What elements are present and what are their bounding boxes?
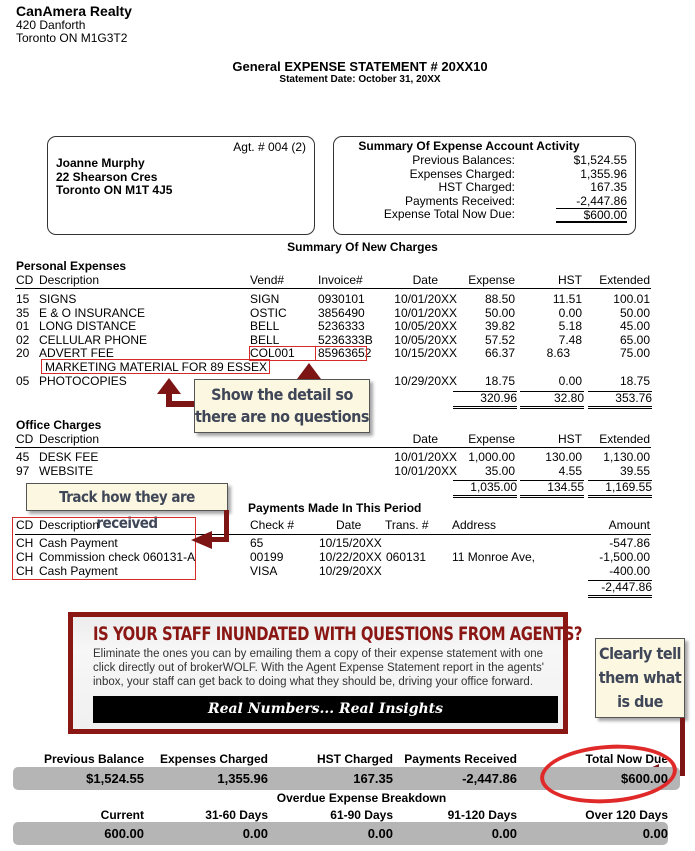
- summary-label: Expenses Charged:: [409, 166, 515, 181]
- arrow-shaft: [210, 537, 229, 542]
- header-rule: [15, 447, 651, 448]
- overdue-over-120: 0.00: [642, 826, 668, 841]
- office-total-extended: 1,169.55: [588, 480, 652, 498]
- agent-name: Joanne Murphy: [56, 156, 145, 170]
- payment-description-highlight: [12, 517, 196, 580]
- total-now-due-value: $600.00: [621, 771, 668, 786]
- table-row: 35 E & O INSURANCE OSTIC 3856490 10/01/20XX 50.00 0.00 50.00: [16, 305, 650, 320]
- payment-row: CH Cash Payment 65 10/15/20XX -547.86: [16, 536, 650, 550]
- office-total-expense: 1,035.00: [453, 480, 517, 498]
- previous-balance-value: $1,524.55: [86, 771, 144, 786]
- callout-track-payments: Track how they are received: [26, 483, 228, 511]
- promo-headline: IS YOUR STAFF INUNDATED WITH QUESTIONS FROM AGENTS?: [93, 623, 583, 645]
- col-invoice: Invoice#: [318, 273, 363, 287]
- overdue-title: Overdue Expense Breakdown: [276, 791, 447, 805]
- overdue-31-60: 0.00: [242, 826, 268, 841]
- promo-tagline: Real Numbers... Real Insights: [93, 696, 558, 723]
- statement-date: Statement Date: October 31, 20XX: [279, 74, 441, 85]
- callout-show-detail: Show the detail so there are no questions: [194, 379, 370, 433]
- company-address-line2: Toronto ON M1G3T2: [16, 31, 128, 45]
- arrow-left-icon: [191, 531, 212, 549]
- company-name: CanAmera Realty: [16, 3, 132, 19]
- arrow-shaft: [680, 718, 685, 776]
- expenses-charged-value: 1,355.96: [217, 771, 268, 786]
- summary-value: 1,355.96: [580, 166, 627, 181]
- col-vend: Vend#: [250, 273, 285, 287]
- payments-title: Payments Made In This Period: [248, 501, 422, 515]
- col-date: Date: [412, 273, 438, 287]
- company-address-line1: 420 Danforth: [16, 18, 86, 32]
- summary-label: Expense Total Now Due:: [383, 207, 515, 221]
- agent-address-box: [47, 136, 315, 235]
- agent-street: 22 Shearson Cres: [56, 169, 158, 184]
- agent-number: Agt. # 004 (2): [233, 140, 306, 154]
- col-extended: Extended: [599, 273, 650, 287]
- summary-label: Previous Balances:: [412, 153, 515, 167]
- payments-received-value: -2,447.86: [462, 771, 517, 786]
- col-description: Description: [39, 273, 100, 287]
- table-row: 97 WEBSITE 10/01/20XX 35.00 4.55 39.55: [16, 463, 650, 478]
- office-charges-title: Office Charges: [16, 418, 102, 432]
- summary-label: Payments Received:: [404, 193, 515, 208]
- hst-charged-value: 167.35: [353, 771, 393, 786]
- new-charges-title: Summary Of New Charges: [287, 240, 438, 254]
- personal-total-extended: 353.76: [588, 391, 652, 409]
- summary-total-due: $600.00: [556, 208, 627, 223]
- table-row: 02 CELLULAR PHONE BELL 5236333B 10/05/20XX 57.52 7.48 65.00: [16, 332, 650, 347]
- promo-body: Eliminate the ones you can by emailing them a copy of their expense statement with one click directly out of brokerWOLF. With the Agent Expense Statement report in the agents' inbox, your staff can get back to doing what they should be, driving your office forward.: [93, 648, 544, 688]
- expense-activity-summary: [333, 136, 636, 235]
- overdue-61-90: 0.00: [367, 826, 393, 841]
- office-total-hst: 134.55: [520, 480, 584, 498]
- line-detail-text: MARKETING MATERIAL FOR 89 ESSEX: [45, 359, 268, 374]
- detail-highlight: [41, 359, 270, 374]
- summary-label: HST Charged:: [438, 180, 515, 194]
- header-rule: [15, 288, 651, 289]
- arrow-up-icon: [297, 363, 321, 379]
- overdue-labels: Current 31-60 Days 61-90 Days 91-120 Days Over 120 Days: [100, 808, 668, 822]
- table-row: 15 SIGNS SIGN 0930101 10/01/20XX 88.50 11.51 100.01: [16, 292, 650, 306]
- table-row: 05 PHOTOCOPIES 10/29/20XX 18.75 0.00 18.75: [16, 374, 650, 388]
- personal-total-hst: 32.80: [520, 391, 584, 409]
- table-row: 45 DESK FEE 10/01/20XX 1,000.00 130.00 1,130.00: [16, 450, 650, 464]
- personal-expenses-header: [0, 273, 695, 287]
- statement-title: General EXPENSE STATEMENT # 20XX10: [232, 59, 488, 74]
- personal-expenses-title: Personal Expenses: [16, 259, 127, 273]
- payments-header: CD Description Check # Date Trans. # Address Amount: [16, 518, 650, 532]
- col-hst: HST: [558, 273, 582, 287]
- summary-value: 167.35: [590, 180, 627, 194]
- payments-total: -2,447.86: [588, 580, 652, 598]
- payment-row: CH Commission check 060131-A 00199 10/22/20XX 060131 11 Monroe Ave, -1,500.00: [16, 550, 650, 564]
- payment-row: CH Cash Payment VISA 10/29/20XX -400.00: [16, 564, 650, 578]
- col-cd: CD: [16, 273, 34, 287]
- overdue-91-120: 0.00: [491, 826, 517, 841]
- arrow-shaft: [166, 401, 196, 407]
- statement-header: [0, 59, 695, 85]
- callout-total-due: Clearly tell them what is due: [595, 638, 685, 718]
- col-expense: Expense: [468, 273, 515, 287]
- office-charges-header: CD Description Date Expense HST Extended: [16, 432, 650, 446]
- totals-labels: Previous Balance Expenses Charged HST Charged Payments Received Total Now Due: [43, 752, 668, 766]
- promo-banner: [68, 612, 583, 734]
- table-row: 01 LONG DISTANCE BELL 5236333 10/05/20XX 39.82 5.18 45.00: [16, 319, 650, 333]
- agent-city: Toronto ON M1T 4J5: [56, 183, 173, 197]
- summary-value: $1,524.55: [573, 153, 627, 167]
- personal-total-expense: 320.96: [453, 391, 517, 409]
- company-header: [16, 3, 132, 45]
- summary-title: Summary Of Expense Account Activity: [358, 139, 580, 153]
- arrow-up-icon: [157, 378, 181, 394]
- overdue-values: [0, 826, 695, 842]
- summary-value: -2,447.86: [576, 193, 627, 208]
- overdue-current: 600.00: [104, 826, 144, 841]
- table-row: 20 ADVERT FEE COL001 85963652 10/15/20XX 66.37 8.63 75.00: [16, 346, 650, 360]
